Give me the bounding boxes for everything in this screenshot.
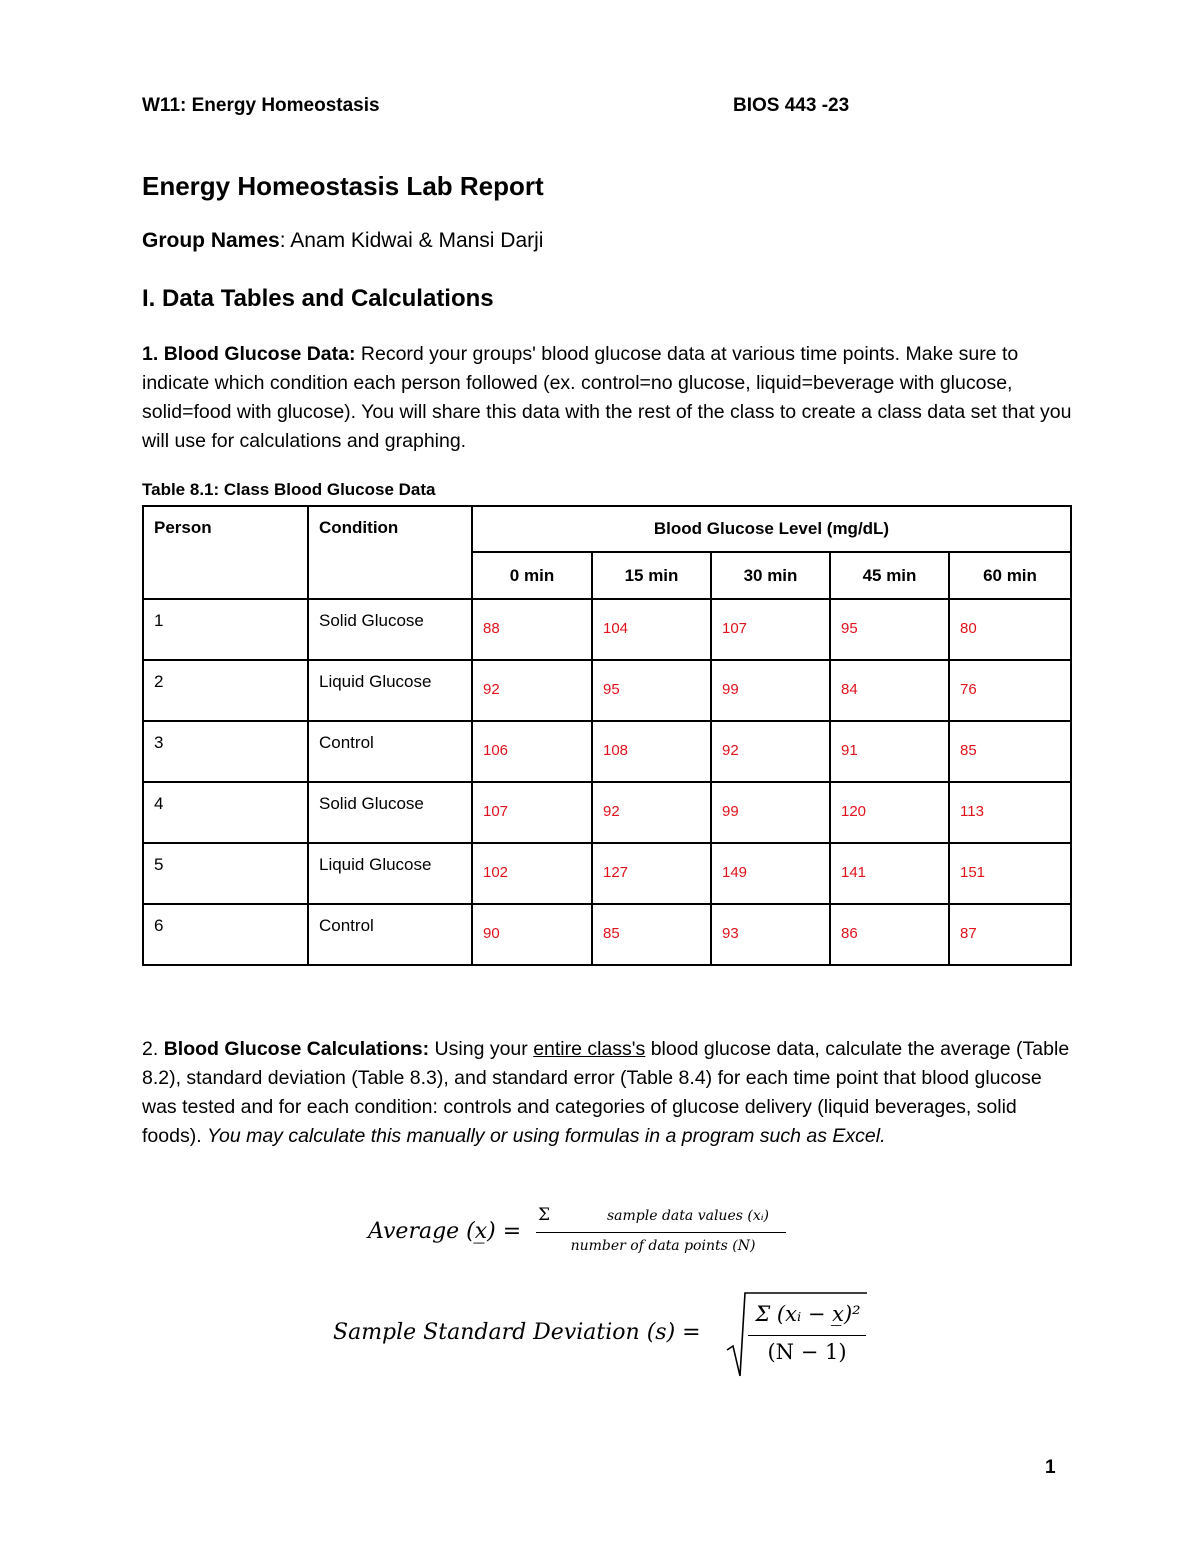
cell-glucose-value: 93	[711, 904, 830, 965]
cell-condition: Control	[308, 721, 472, 782]
cell-glucose-value: 76	[949, 660, 1071, 721]
table-caption: Table 8.1: Class Blood Glucose Data	[142, 480, 436, 499]
average-formula-denominator: number of data points (N)	[570, 1238, 756, 1254]
cell-glucose-value: 104	[592, 599, 711, 660]
group-names-separator: :	[279, 229, 286, 252]
cell-person: 2	[143, 660, 308, 721]
group-names	[142, 229, 543, 253]
cell-glucose-value: 80	[949, 599, 1071, 660]
item2-text-1: Using your	[429, 1038, 534, 1060]
cell-person: 1	[143, 599, 308, 660]
std-dev-formula	[333, 1288, 893, 1383]
header-time: 45 min	[830, 552, 949, 599]
item1-number: 1.	[142, 343, 159, 365]
header-time: 15 min	[592, 552, 711, 599]
cell-person: 3	[143, 721, 308, 782]
header-course-code: BIOS 443 -23	[733, 95, 850, 116]
header-blood-glucose-level: Blood Glucose Level (mg/dL)	[472, 506, 1071, 552]
cell-glucose-value: 151	[949, 843, 1071, 904]
item2-text-2: blood glucose data, calculate the average (Table 8.2), standard deviation (Table 8.3), and standard error (Table 8.4) for each time point that blood glucose was tested and for each condition: controls and categories of glucose delivery (liquid beverages, solid foods).	[142, 1038, 1070, 1147]
cell-glucose-value: 149	[711, 843, 830, 904]
cell-condition: Solid Glucose	[308, 782, 472, 843]
cell-glucose-value: 108	[592, 721, 711, 782]
item2-underlined: entire class's	[533, 1038, 646, 1060]
average-formula-lhs: Average (x̲) =	[368, 1219, 522, 1244]
item1-text: Record your groups' blood glucose data at various time points. Make sure to indicate which condition each person followed (ex. control=no glucose, liquid=beverage with glucose, solid=food with glucose). You will share this data with the rest of the class to create a class data set that you will use for calculations and graphing.	[142, 343, 1072, 452]
table-row	[143, 721, 1071, 782]
cell-glucose-value: 95	[592, 660, 711, 721]
fraction-bar	[748, 1335, 866, 1336]
page-number: 1	[1045, 1457, 1056, 1478]
table-row	[143, 599, 1071, 660]
cell-glucose-value: 99	[711, 660, 830, 721]
cell-person: 5	[143, 843, 308, 904]
cell-glucose-value: 91	[830, 721, 949, 782]
cell-glucose-value: 90	[472, 904, 592, 965]
cell-glucose-value: 99	[711, 782, 830, 843]
header-person: Person	[143, 506, 308, 599]
cell-glucose-value: 113	[949, 782, 1071, 843]
cell-glucose-value: 84	[830, 660, 949, 721]
item2-paragraph	[142, 1035, 1072, 1151]
cell-glucose-value: 85	[949, 721, 1071, 782]
cell-glucose-value: 106	[472, 721, 592, 782]
table-row	[143, 843, 1071, 904]
cell-glucose-value: 92	[472, 660, 592, 721]
header-course-topic: W11: Energy Homeostasis	[142, 95, 380, 116]
blood-glucose-table	[142, 505, 1072, 966]
cell-person: 4	[143, 782, 308, 843]
std-dev-formula-numerator: Σ (xᵢ − x̲)²	[755, 1302, 861, 1326]
table-row	[143, 904, 1071, 965]
cell-condition: Control	[308, 904, 472, 965]
header-time: 0 min	[472, 552, 592, 599]
std-dev-formula-lhs: Sample Standard Deviation (s) =	[333, 1320, 701, 1345]
cell-glucose-value: 102	[472, 843, 592, 904]
std-dev-formula-denominator: (N − 1)	[767, 1340, 847, 1364]
cell-glucose-value: 88	[472, 599, 592, 660]
page-title: Energy Homeostasis Lab Report	[142, 171, 544, 201]
cell-glucose-value: 127	[592, 843, 711, 904]
section-heading: I. Data Tables and Calculations	[142, 285, 494, 312]
cell-glucose-value: 120	[830, 782, 949, 843]
sigma-symbol: Σ	[538, 1205, 551, 1225]
table-row	[143, 660, 1071, 721]
header-time: 60 min	[949, 552, 1071, 599]
cell-condition: Solid Glucose	[308, 599, 472, 660]
cell-glucose-value: 86	[830, 904, 949, 965]
cell-person: 6	[143, 904, 308, 965]
cell-glucose-value: 87	[949, 904, 1071, 965]
cell-glucose-value: 95	[830, 599, 949, 660]
item2-italic-note: You may calculate this manually or using formulas in a program such as Excel.	[207, 1125, 886, 1147]
average-formula-numerator: sample data values (xᵢ)	[606, 1208, 770, 1224]
cell-condition: Liquid Glucose	[308, 660, 472, 721]
cell-glucose-value: 92	[711, 721, 830, 782]
item1-label: Blood Glucose Data:	[163, 343, 356, 365]
cell-glucose-value: 85	[592, 904, 711, 965]
item2-label: Blood Glucose Calculations:	[163, 1038, 430, 1060]
header-time: 30 min	[711, 552, 830, 599]
cell-glucose-value: 141	[830, 843, 949, 904]
average-formula	[368, 1205, 808, 1265]
cell-glucose-value: 92	[592, 782, 711, 843]
item1-paragraph	[142, 340, 1072, 456]
cell-glucose-value: 107	[472, 782, 592, 843]
group-names-value: Anam Kidwai & Mansi Darji	[285, 229, 544, 252]
item2-number: 2.	[142, 1038, 159, 1060]
group-names-label: Group Names	[142, 229, 280, 252]
fraction-bar	[536, 1232, 786, 1233]
table-row	[143, 782, 1071, 843]
cell-condition: Liquid Glucose	[308, 843, 472, 904]
cell-glucose-value: 107	[711, 599, 830, 660]
header-condition: Condition	[308, 506, 472, 599]
